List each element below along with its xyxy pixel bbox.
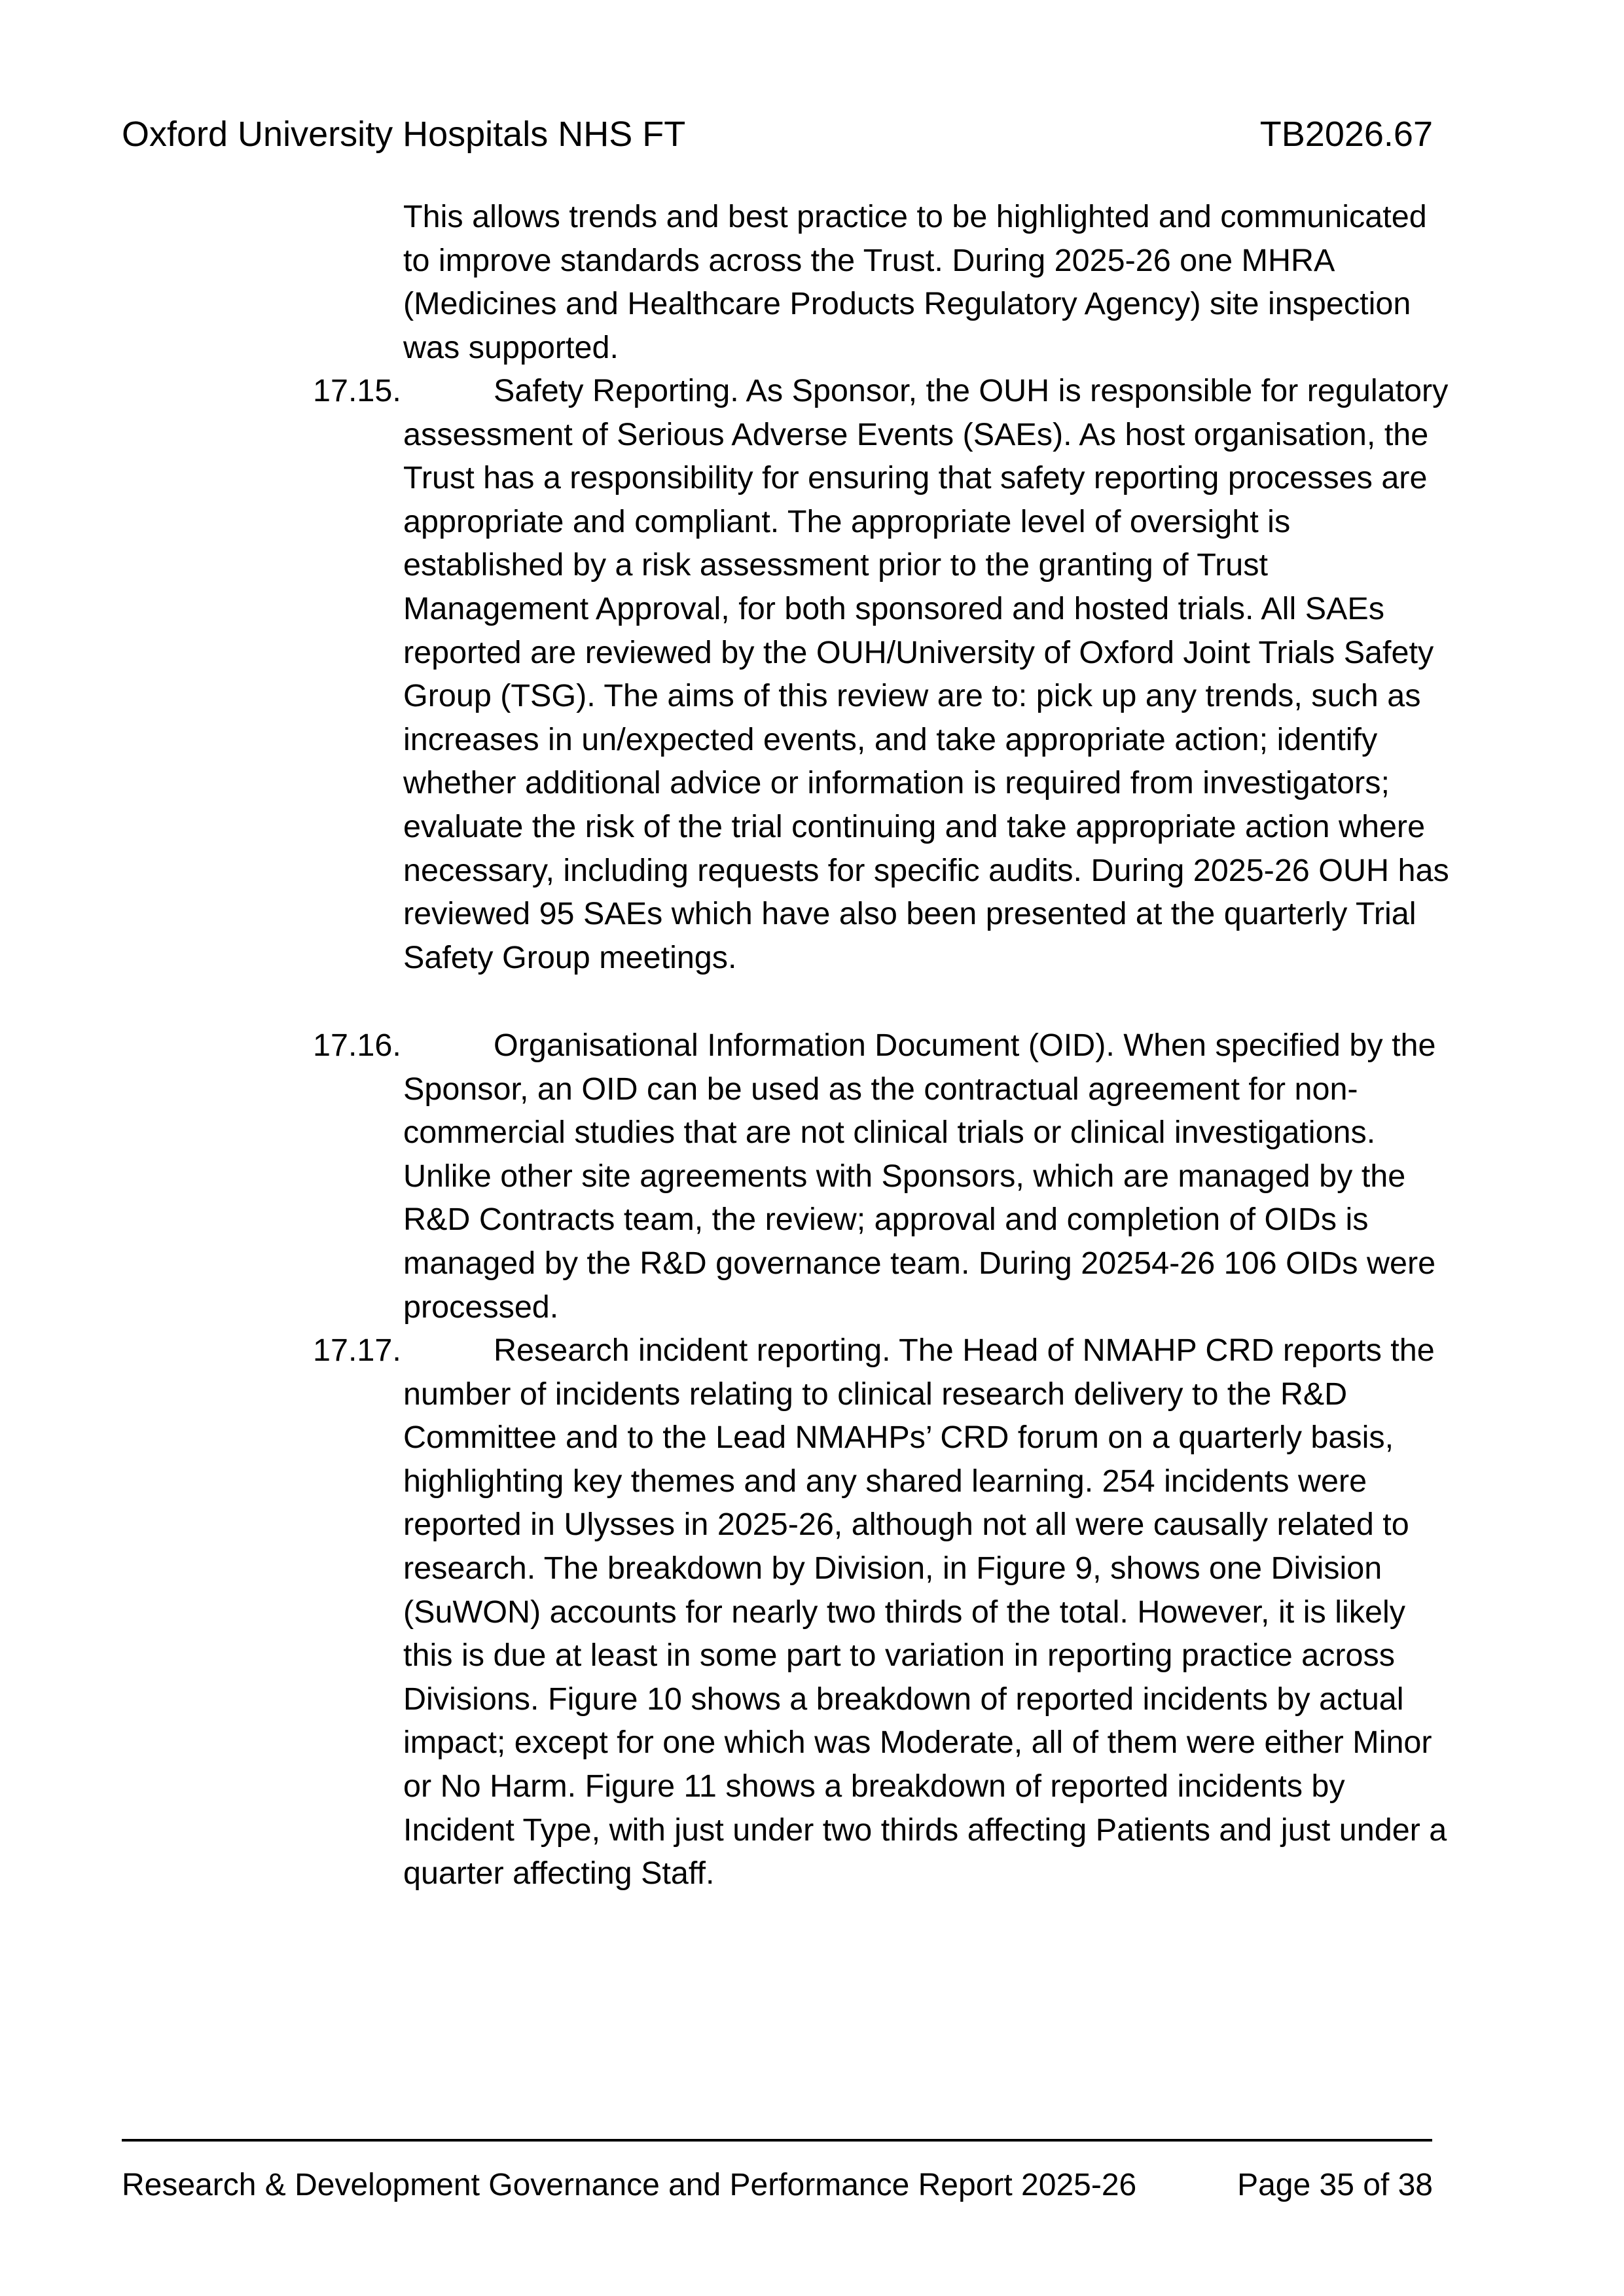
item-text-container bbox=[403, 1329, 1451, 1895]
footer-report-title: Research & Development Governance and Performance Report 2025-26 bbox=[122, 2168, 1137, 2202]
item-text: Research incident reporting. The Head of NMAHP CRD reports the number of incidents relating to clinical research delivery to the R&D Committee and to the Lead NMAHPs’ CRD forum on a quarterly basis, highlighting key themes and any shared learning. 254 incidents were reported in Ulysses in 2025-26, although not all were causally related to research. The breakdown by Division, in Figure 9, shows one Division (SuWON) accounts for nearly two thirds of the total. However, it is likely this is due at least in some part to variation in reporting practice across Divisions. Figure 10 shows a breakdown of reported incidents by actual impact; except for one which was Moderate, all of them were either Minor or No Harm. Figure 11 shows a breakdown of reported incidents by Incident Type, with just under two thirds affecting Patients and just under a quarter affecting Staff. bbox=[403, 1333, 1447, 1892]
header-organisation: Oxford University Hospitals NHS FT bbox=[122, 115, 686, 154]
item-text-container bbox=[403, 369, 1451, 979]
item-text: Safety Reporting. As Sponsor, the OUH is responsible for regulatory assessment of Serious Adverse Events (SAEs). As host organisation, the Trust has a responsibility for ensuring that safety reporting processes are appropriate and compliant. The appropriate level of oversight is established by a risk assessment prior to the granting of Trust Management Approval, for both sponsored and hosted trials. All SAEs reported are reviewed by the OUH/University of Oxford Joint Trials Safety Group (TSG). The aims of this review are to: pick up any trends, such as increases in un/expected events, and take appropriate action; identify whether additional advice or information is required from investigators; evaluate the risk of the trial continuing and take appropriate action where necessary, including requests for specific audits. During 2025-26 OUH has reviewed 95 SAEs which have also been presented at the quarterly Trial Safety Group meetings. bbox=[403, 373, 1449, 975]
section-item-17-16 bbox=[313, 1024, 1451, 1329]
section-item-17-15 bbox=[313, 369, 1451, 979]
item-number: 17.16. bbox=[313, 1028, 401, 1063]
item-number: 17.15. bbox=[313, 373, 401, 408]
item-number: 17.17. bbox=[313, 1333, 401, 1368]
header-reference: TB2026.67 bbox=[1259, 115, 1433, 154]
section-item-17-17 bbox=[313, 1329, 1451, 1895]
footer-page-number: Page 35 of 38 bbox=[1237, 2168, 1433, 2202]
footer-divider bbox=[122, 2139, 1432, 2142]
item-text: Organisational Information Document (OID). When specified by the Sponsor, an OID can be used as the contractual agreement for non-commercial studies that are not clinical trials or clinical investigations. Unlike other site agreements with Sponsors, which are managed by the R&D Contracts team, the review; approval and completion of OIDs is managed by the R&D governance team. During 20254-26 106 OIDs were processed. bbox=[403, 1028, 1436, 1325]
intro-paragraph: This allows trends and best practice to be highlighted and communicated to improve standards across the Trust. During 2025-26 one MHRA (Medicines and Healthcare Products Regulatory Agency) site inspection was supported. bbox=[403, 199, 1427, 365]
item-text-container bbox=[403, 1024, 1451, 1329]
